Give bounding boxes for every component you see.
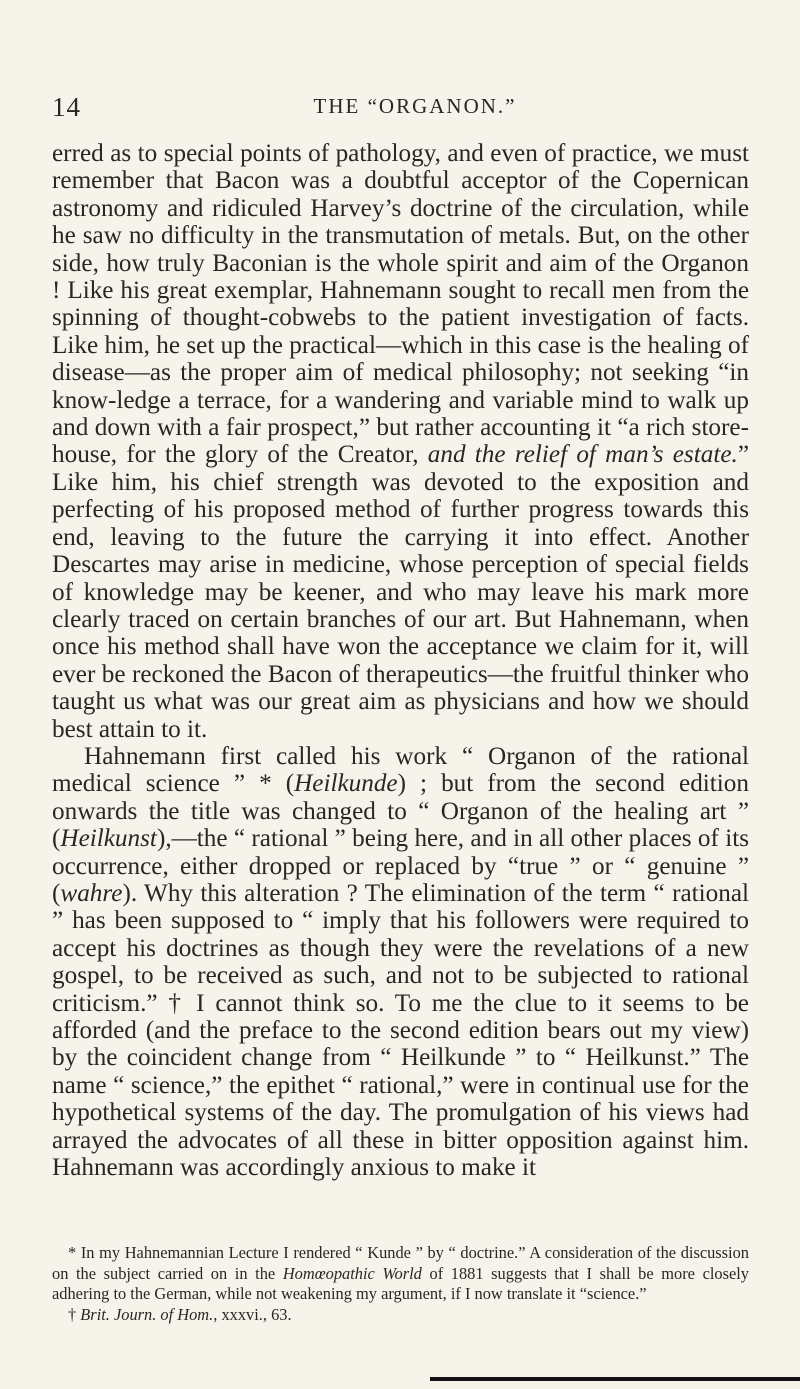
- paragraph-2-text-a: Hahnemann first called his work “ Organon of the rational medical science ” * (: [52, 742, 749, 798]
- paragraph-2: [52, 743, 749, 1182]
- bottom-rule: [430, 1377, 800, 1381]
- footnotes: [52, 1243, 749, 1325]
- footnote-1: [52, 1243, 749, 1305]
- paragraph-2-text-b: ) ; but from the second edition onwards the title was changed to “ Organon of the healing art ” (: [52, 770, 749, 853]
- footnote-2-italic: Brit. Journ. of Hom.: [80, 1304, 214, 1324]
- paragraph-1-text-a: erred as to special points of pathology, and even of practice, we must remember that Bacon was a doubtful acceptor of the Copernican astronomy and ridiculed Harvey’s doctrine of the circulation, while he saw no difficulty in the transmutation of metals. But, on the other side, how truly Baconian is the whole spirit and aim of the Organon ! Like his great exemplar, Hahnemann sought to recall men from the spinning of thought-cobwebs to the patient investigation of facts. Like him, he set up the practical—which in this case is the healing of disease—as the proper aim of medical philosophy; not seeking “in know-ledge a terrace, for a wandering and variable mind to walk up and down with a fair prospect,” but rather accounting it “a rich store-house, for the glory of the Creator,: [52, 140, 749, 469]
- paragraph-2-italic-wahre: wahre: [60, 879, 123, 907]
- running-title: THE “ORGANON.”: [313, 94, 517, 118]
- paragraph-1: [52, 140, 749, 743]
- footnote-2: [52, 1305, 749, 1326]
- page-header: [52, 92, 748, 126]
- paragraph-2-text-c: ),—the “ rational ” being here, and in all other places of its occurrence, either dropped or replaced by “true ” or “ genuine ” (: [52, 825, 749, 907]
- footnote-2-text-a: †: [68, 1304, 81, 1324]
- body-text: [52, 140, 749, 1181]
- paragraph-2-italic-heilkunst: Heilkunst: [60, 825, 157, 853]
- paragraph-1-text-b: ” Like him, his chief strength was devoted to the exposition and perfecting of his proposed method of further progress towards this end, leaving to the future the carrying it into effect. Another Descartes may arise in medicine, whose perception of special fields of knowledge may be keener, and who may leave his mark more clearly traced on certain branches of our art. But Hahnemann, when once his method shall have won the acceptance we claim for it, will ever be reckoned the Bacon of therapeutics—the fruitful thinker who taught us what was our great aim as physicians and how we should best attain to it.: [52, 441, 749, 743]
- paragraph-1-italic: and the relief of man’s estate.: [427, 441, 738, 469]
- paragraph-2-italic-heilkunde: Heilkunde: [294, 770, 398, 798]
- footnote-2-text-b: , xxxvi., 63.: [213, 1304, 292, 1324]
- footnote-1-text-b: of 1881 suggests that I shall be more closely adhering to the German, while not weakening my argument, if I now translate it “science.”: [52, 1263, 749, 1304]
- paragraph-2-text-d: ). Why this alteration ? The elimination of the term “ rational ” has been supposed to “ imply that his followers were required to accept his doctrines as though they were the revelations of a new gospel, to be received as such, and not to be subjected to rational criticism.” † I cannot think so. To me the clue to it seems to be afforded (and the preface to the second edition bears out my view) by the coincident change from “ Heilkunde ” to “ Heilkunst.” The name “ science,” the epithet “ rational,” were in continual use for the hypothetical systems of the day. The promulgation of his views had arrayed the advocates of all these in bitter opposition against him. Hahnemann was accordingly anxious to make it: [52, 879, 749, 1182]
- footnote-1-text-a: * In my Hahnemannian Lecture I rendered “ Kunde ” by “ doctrine.” A consideration of the discussion on the subject carried on in the: [52, 1243, 749, 1283]
- page-number: 14: [52, 92, 81, 122]
- footnote-1-italic: Homœopathic World: [282, 1263, 422, 1283]
